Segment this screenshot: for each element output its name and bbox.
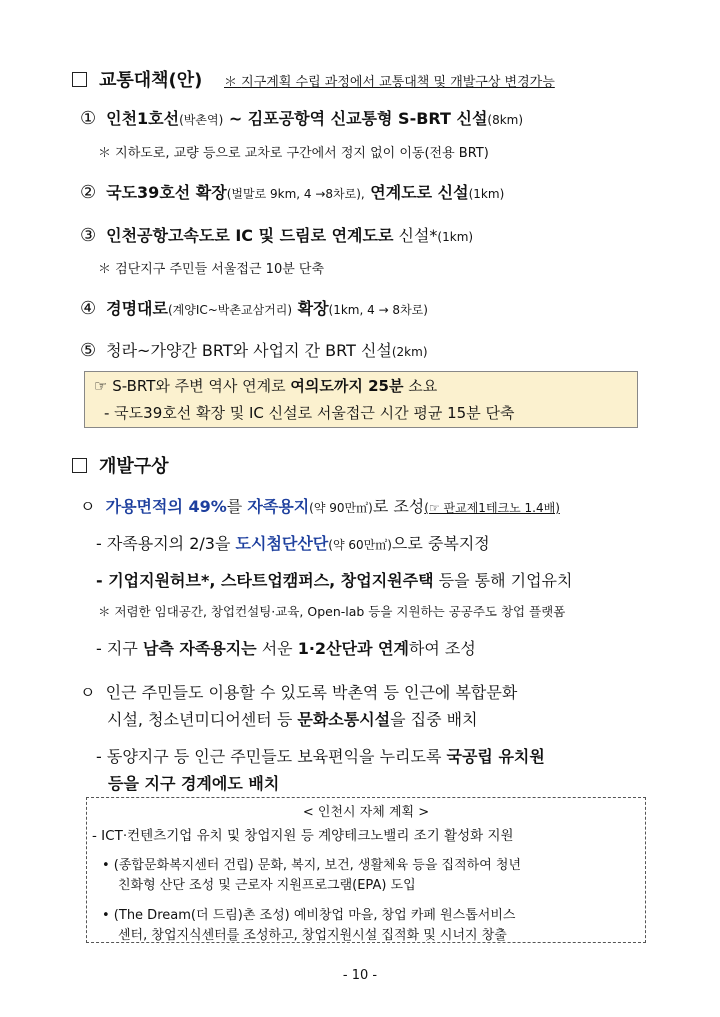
highlight-text: S-BRT와 주변 역사 연계로 (112, 377, 291, 395)
body-text: 등을 통해 기업유치 (433, 571, 573, 590)
emphasis-blue: 도시첨단산단 (235, 534, 329, 553)
section-traffic-heading (72, 66, 202, 92)
traffic-subnote-1: ＊ 지하도로, 교량 등으로 교차로 구간에서 정지 없이 이동(전용 BRT) (98, 146, 489, 161)
traffic-item-3 (80, 223, 473, 246)
body-text: 으로 중복지정 (391, 534, 490, 553)
asterisk-mark: ＊ (224, 75, 238, 90)
box-line-2b: 친화형 산단 조성 및 근로자 지원프로그램(EPA) 도입 (118, 878, 416, 893)
circled-number: ⑤ (80, 340, 97, 361)
circled-number: ④ (80, 298, 97, 319)
highlight-emphasis: 여의도까지 25분 (290, 377, 404, 395)
body-text: 서운 (256, 639, 298, 658)
dev-dash-1 (96, 531, 490, 554)
emphasis-blue: 가용면적의 49% (105, 497, 227, 516)
item-unit: (1km) (437, 230, 474, 244)
body-text: 을 집중 배치 (390, 710, 478, 729)
circled-number: ③ (80, 225, 97, 246)
dev-subnote-2: ＊ 저렴한 임대공간, 창업컨설팅·교육, Open-lab 등을 지원하는 공공주도 창업 플랫폼 (98, 604, 566, 619)
page-number: - 10 - (342, 968, 378, 983)
item-unit: (1km, 4 → 8차로) (328, 303, 428, 317)
section-title: 교통대책(안) (99, 70, 203, 91)
section-development-heading (72, 452, 169, 478)
body-text: 인근 주민들도 이용할 수 있도록 박촌역 등 인근에 복합문화 (105, 683, 518, 702)
box-title: < 인천시 자체 계획 > (302, 805, 430, 820)
item-paren: (계양IC~박촌교삼거리) (167, 303, 293, 317)
highlight-line-1 (94, 375, 437, 396)
dev-dash-4-line-2: 등을 지구 경계에도 배치 (108, 774, 280, 793)
item-rest: 연계도로 신설 (364, 183, 469, 202)
circled-number: ② (80, 182, 97, 203)
traffic-note (224, 71, 555, 90)
item-rest: 확장 (292, 299, 329, 318)
bullet-circle-icon: ㅇ (80, 683, 96, 702)
dev-dash-3 (96, 636, 476, 659)
reference-note: (☞ 판교제1테크노 1.4배) (424, 501, 560, 515)
item-rest: ~ 김포공항역 신교통형 S-BRT 신설 (223, 109, 488, 128)
item-unit: (8km) (487, 113, 524, 127)
item-main: 인천공항고속도로 IC 및 드림로 연계도로 (106, 226, 394, 245)
box-line-3b: 센터, 창업지식센터를 조성하고, 창업지원시설 집적화 및 시너지 창출 (118, 928, 507, 943)
dev-dash-4 (96, 744, 545, 767)
body-text: - 지구 (96, 639, 143, 658)
body-text: 로 조성 (372, 497, 425, 516)
emphasis: 남측 자족용지는 (142, 639, 257, 658)
item-main: 경명대로 (106, 299, 168, 318)
item-paren: (벌말로 9km, 4 →8차로), (226, 187, 365, 201)
dev-bullet-2-line-2 (107, 707, 478, 730)
checkbox-square-icon (72, 458, 87, 473)
dev-bullet-2 (80, 680, 517, 703)
body-text: - 자족용지의 2/3을 (96, 534, 236, 553)
paren-text: (약 90만㎡) (309, 501, 373, 515)
box-line-3a: • (The Dream(더 드림)촌 조성) 예비창업 마을, 창업 카페 원스톱서비스 (102, 908, 516, 923)
body-text: 하여 조성 (408, 639, 476, 658)
item-main: 국도39호선 확장 (106, 183, 227, 202)
emphasis: - 기업지원허브*, 스타트업캠퍼스, 창업지원주택 (96, 571, 434, 590)
traffic-item-4 (80, 296, 428, 319)
note-text: 지구계획 수립 과정에서 교통대책 및 개발구상 변경가능 (241, 75, 555, 90)
box-line-1: - ICT·컨텐츠기업 유치 및 창업지원 등 계양테크노밸리 조기 활성화 지원 (92, 828, 514, 844)
section-title: 개발구상 (99, 456, 169, 477)
box-line-2a: • (종합문화복지센터 건립) 문화, 복지, 보건, 생활체육 등을 집적하여 청년 (102, 858, 522, 873)
item-main: 청라~가양간 BRT와 사업지 간 BRT 신설 (106, 341, 392, 360)
traffic-item-5 (80, 338, 428, 361)
item-rest: 신설* (393, 226, 438, 245)
body-text: 시설, 청소년미디어센터 등 (107, 710, 298, 729)
item-unit: (2km) (391, 345, 428, 359)
circled-number: ① (80, 108, 97, 129)
bullet-circle-icon: ㅇ (80, 497, 96, 516)
emphasis: 1·2산단과 연계 (297, 639, 409, 658)
item-unit: (1km) (468, 187, 505, 201)
traffic-item-1 (80, 106, 523, 129)
emphasis-blue: 자족용지 (247, 497, 310, 516)
emphasis: 국공립 유치원 (446, 747, 545, 766)
dev-bullet-1 (80, 494, 560, 517)
traffic-subnote-3: ＊ 검단지구 주민들 서울접근 10분 단축 (98, 262, 325, 277)
traffic-item-2 (80, 180, 504, 203)
dev-dash-2 (96, 568, 572, 591)
item-paren: (박촌역) (179, 113, 224, 127)
highlight-line-2: - 국도39호선 확장 및 IC 신설로 서울접근 시간 평균 15분 단축 (104, 404, 515, 422)
body-text: - 동양지구 등 인근 주민들도 보육편익을 누리도록 (96, 747, 447, 766)
emphasis: 문화소통시설 (297, 710, 391, 729)
item-main: 인천1호선 (106, 109, 180, 128)
paren-text: (약 60만㎡) (328, 538, 392, 552)
body-text: 를 (226, 497, 248, 516)
pointing-hand-icon: ☞ (94, 377, 108, 395)
highlight-text: 소요 (403, 377, 438, 395)
checkbox-square-icon (72, 72, 87, 87)
